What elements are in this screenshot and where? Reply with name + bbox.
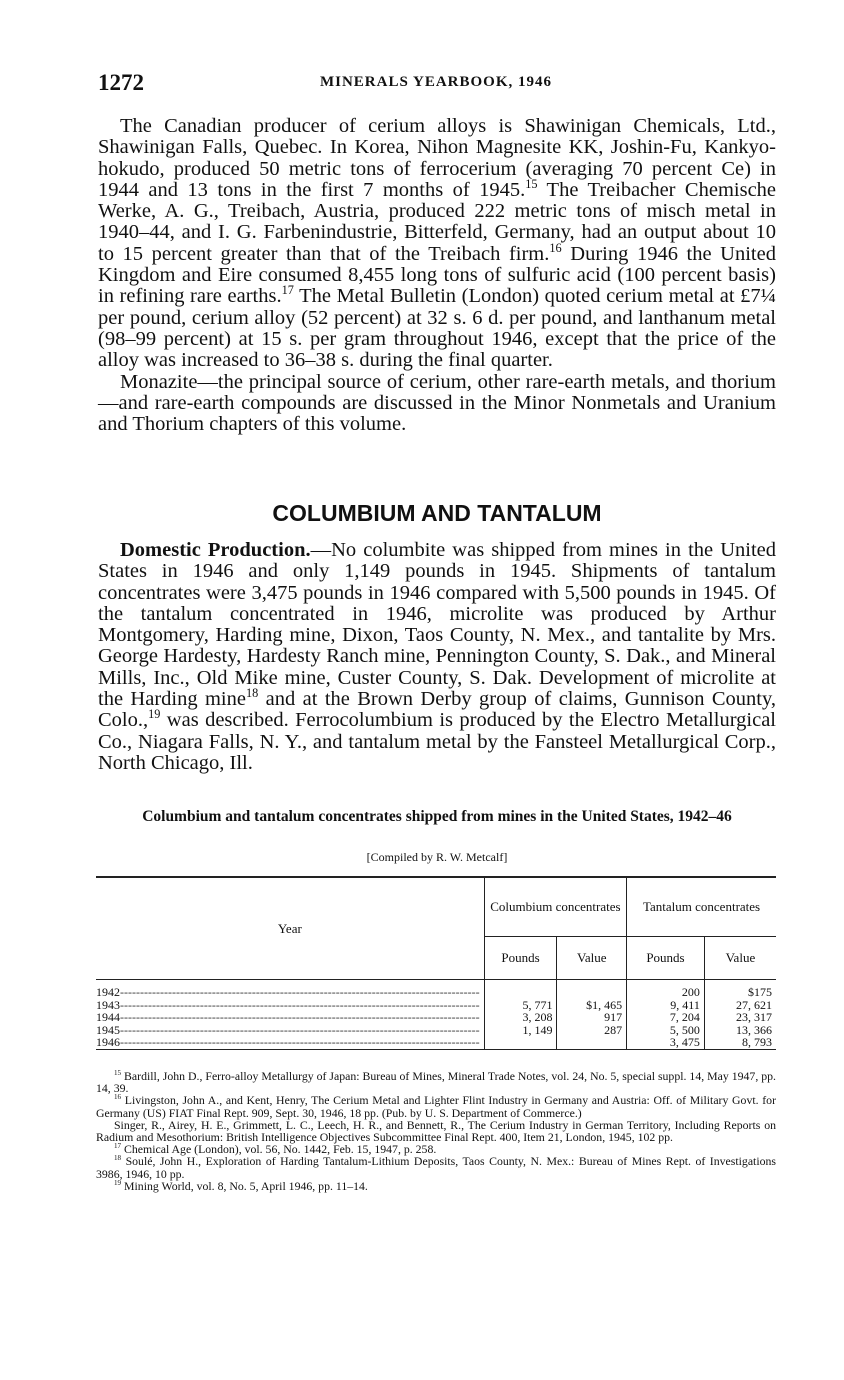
footnote-text: Chemical Age (London), vol. 56, No. 1442, Feb. 15, 1947, p. 258. bbox=[121, 1142, 437, 1157]
ta-value-cell: 27, 621 bbox=[704, 999, 776, 1012]
rare-earths-text bbox=[98, 116, 776, 435]
ta-value-cell: 8, 793 bbox=[704, 1036, 776, 1049]
footnote-text: Soulé, John H., Exploration of Harding Tantalum-Lithium Deposits, Taos County, N. Mex.: Bureau of Mines Rept. of Investigations 3986, 1946, 10 pp. bbox=[96, 1154, 776, 1181]
footnote-mark: 19 bbox=[114, 1178, 122, 1187]
leader-dots: ------------------------------------------------------------------------------------------ bbox=[120, 1036, 480, 1049]
cb-value-cell: 287 bbox=[557, 1024, 627, 1037]
paragraph-cerium-producers bbox=[98, 116, 776, 372]
section-title: COLUMBIUM AND TANTALUM bbox=[272, 500, 602, 526]
p1-text-a: The Canadian producer of cerium alloys is Shawinigan Chemicals, Ltd., Shawinigan Falls, Quebec. In Korea, Nihon Magnesite KK, Joshin-Fu, Kankyo-hokudo, produced 50 metric tons of ferrocerium (averaging 70 percent Ce) in 1944 and 13 tons in the first 7 months of 1945. bbox=[98, 115, 776, 201]
footnote-ref-17: 17 bbox=[281, 283, 294, 298]
ta-value-cell: 23, 317 bbox=[704, 1011, 776, 1024]
table-caption: Columbium and tantalum concentrates shipped from mines in the United States, 1942–46 bbox=[142, 808, 732, 825]
year-label: 1944 bbox=[96, 1011, 120, 1024]
cb-pounds-cell: 1, 149 bbox=[484, 1024, 557, 1037]
footnote-ref-19: 19 bbox=[148, 707, 161, 722]
table-body bbox=[96, 980, 776, 1050]
year-cell bbox=[96, 1024, 484, 1037]
table-row bbox=[96, 1036, 776, 1049]
year-cell bbox=[96, 1036, 484, 1049]
leader-dots: ------------------------------------------------------------------------------------------ bbox=[120, 985, 480, 999]
year-cell bbox=[96, 999, 484, 1012]
footnote-mark: 16 bbox=[114, 1093, 122, 1102]
header-ta-pounds: Pounds bbox=[627, 937, 705, 980]
header-year: Year bbox=[96, 877, 484, 980]
p3-text-b: and at the Brown Derby group of claims, Gunnison County, Colo., bbox=[98, 688, 776, 732]
footnote bbox=[96, 1070, 776, 1094]
footnote-text: Mining World, vol. 8, No. 5, April 1946, pp. 11–14. bbox=[121, 1178, 368, 1193]
page-number: 1272 bbox=[98, 70, 144, 95]
p1-text-b: The Treibacher Chemische Werke, A. G., Treibach, Austria, produced 222 metric tons of misch metal in 1940–44, and I. G. Farbenindustrie, Bitterfeld, Germany, had an output about 10 to 15 percent greater than that of the Treibach firm. bbox=[98, 178, 777, 265]
ta-pounds-cell: 200 bbox=[627, 980, 705, 999]
cb-value-cell bbox=[557, 980, 627, 999]
running-title: MINERALS YEARBOOK, 1946 bbox=[319, 74, 553, 90]
footnote-ref-16: 16 bbox=[549, 240, 562, 255]
cb-pounds-cell bbox=[484, 980, 557, 999]
cb-value-cell: $1, 465 bbox=[557, 999, 627, 1012]
footnote-mark: 15 bbox=[114, 1069, 122, 1078]
ta-pounds-cell: 7, 204 bbox=[627, 1011, 705, 1024]
year-label: 1945 bbox=[96, 1023, 120, 1036]
table-row bbox=[96, 980, 776, 999]
year-label: 1946 bbox=[96, 1036, 120, 1049]
footnote bbox=[96, 1180, 776, 1192]
footnote-mark: 17 bbox=[114, 1142, 122, 1151]
p1-text-d: The Metal Bulletin (London) quoted cerium metal at £7¼ per pound, cerium alloy (52 percent) at 32 s. 6 d. per pound, and lanthanum metal (98–99 percent) at 15 s. per gram throughout 1946, except that the price of the alloy was increased to 36–38 s. during the final quarter. bbox=[98, 285, 777, 372]
footnote-text: Livingston, John A., and Kent, Henry, The Cerium Metal and Lighter Flint Industry in Germany and Austria: Off. of Military Govt. for Germany (US) FIAT Final Rept. 909, Sept. 30, 1946, 18 pp. (Pub. by U. S. Department of Commerce.) bbox=[96, 1093, 776, 1120]
footnotes bbox=[96, 1070, 776, 1192]
columbium-text bbox=[98, 540, 776, 774]
footnote bbox=[96, 1119, 776, 1143]
footnote bbox=[96, 1155, 776, 1179]
table-compiler: [Compiled by R. W. Metcalf] bbox=[366, 850, 508, 864]
table-row bbox=[96, 1011, 776, 1024]
ta-pounds-cell: 5, 500 bbox=[627, 1024, 705, 1037]
header-tantalum: Tantalum concentrates bbox=[627, 877, 776, 937]
footnote-text: Singer, R., Airey, H. E., Grimmett, L. C., Leech, H. R., and Bennett, R., The Cerium Industry in German Territory, Including Reports on Radium and Mesothorium: British Intelligence Objectives Subcommittee Final Rept. 400, Item 21, London, 1945, 102 pp. bbox=[96, 1117, 776, 1145]
page-header bbox=[98, 70, 774, 100]
leader-dots: ------------------------------------------------------------------------------------------ bbox=[120, 1023, 480, 1036]
p1-text-c: During 1946 the United Kingdom and Eire consumed 8,455 long tons of sulfuric acid (100 percent basis) in refining rare earths. bbox=[98, 242, 776, 308]
footnote bbox=[96, 1094, 776, 1118]
year-label: 1943 bbox=[96, 998, 120, 1011]
cb-pounds-cell bbox=[484, 1036, 557, 1049]
header-cb-pounds: Pounds bbox=[484, 937, 557, 980]
p3-text-a: —No columbite was shipped from mines in the United States in 1946 and only 1,149 pounds in 1945. Shipments of tantalum concentrates were 3,475 pounds in 1946 compared with 5,500 pounds in 1945. Of the tantalum concentrated in 1946, microlite was produced by Arthur Montgomery, Harding mine, Dixon, Taos County, N. Mex., and tantalite by Mrs. George Hardesty, Hardesty Ranch mine, Pennington County, S. Dak., and Mineral Mills, Inc., Old Mike mine, Custer County, S. Dak. Development of microlite at the Harding mine bbox=[98, 539, 776, 711]
ta-pounds-cell: 3, 475 bbox=[627, 1036, 705, 1049]
header-ta-value: Value bbox=[704, 937, 776, 980]
paragraph-domestic-production bbox=[98, 540, 776, 774]
footnote-ref-15: 15 bbox=[525, 177, 538, 192]
header-cb-value: Value bbox=[557, 937, 627, 980]
ta-value-cell: 13, 366 bbox=[704, 1024, 776, 1037]
footnote-text: Bardill, John D., Ferro-alloy Metallurgy of Japan: Bureau of Mines, Mineral Trade Notes, vol. 24, No. 5, special suppl. 14, May 1947, pp. 14, 39. bbox=[96, 1069, 776, 1096]
cb-pounds-cell: 3, 208 bbox=[484, 1011, 557, 1024]
leader-dots: ------------------------------------------------------------------------------------------ bbox=[120, 998, 480, 1011]
cb-value-cell: 917 bbox=[557, 1011, 627, 1024]
year-label: 1942 bbox=[96, 985, 120, 999]
footnote-mark: 18 bbox=[114, 1154, 122, 1163]
paragraph-monazite: Monazite—the principal source of cerium, other rare-earth metals, and thorium—and rare-earth compounds are discussed in the Minor Nonmetals and Uranium and Thorium chapters of this volume. bbox=[98, 370, 776, 436]
footnote-ref-18: 18 bbox=[245, 686, 259, 701]
year-cell bbox=[96, 980, 484, 999]
leader-dots: ------------------------------------------------------------------------------------------ bbox=[120, 1011, 480, 1024]
ta-value-cell: $175 bbox=[704, 980, 776, 999]
ta-pounds-cell: 9, 411 bbox=[627, 999, 705, 1012]
header-columbium: Columbium concentrates bbox=[484, 877, 626, 937]
cb-pounds-cell: 5, 771 bbox=[484, 999, 557, 1012]
concentrates-table bbox=[96, 876, 776, 1050]
year-cell bbox=[96, 1011, 484, 1024]
run-in-heading: Domestic Production. bbox=[120, 539, 311, 561]
cb-value-cell bbox=[557, 1036, 627, 1049]
p3-text-c: was described. Ferrocolumbium is produced by the Electro Metallurgical Co., Niagara Falls, N. Y., and tantalum metal by the Fansteel Metallurgical Corp., North Chicago, Ill. bbox=[98, 709, 776, 774]
